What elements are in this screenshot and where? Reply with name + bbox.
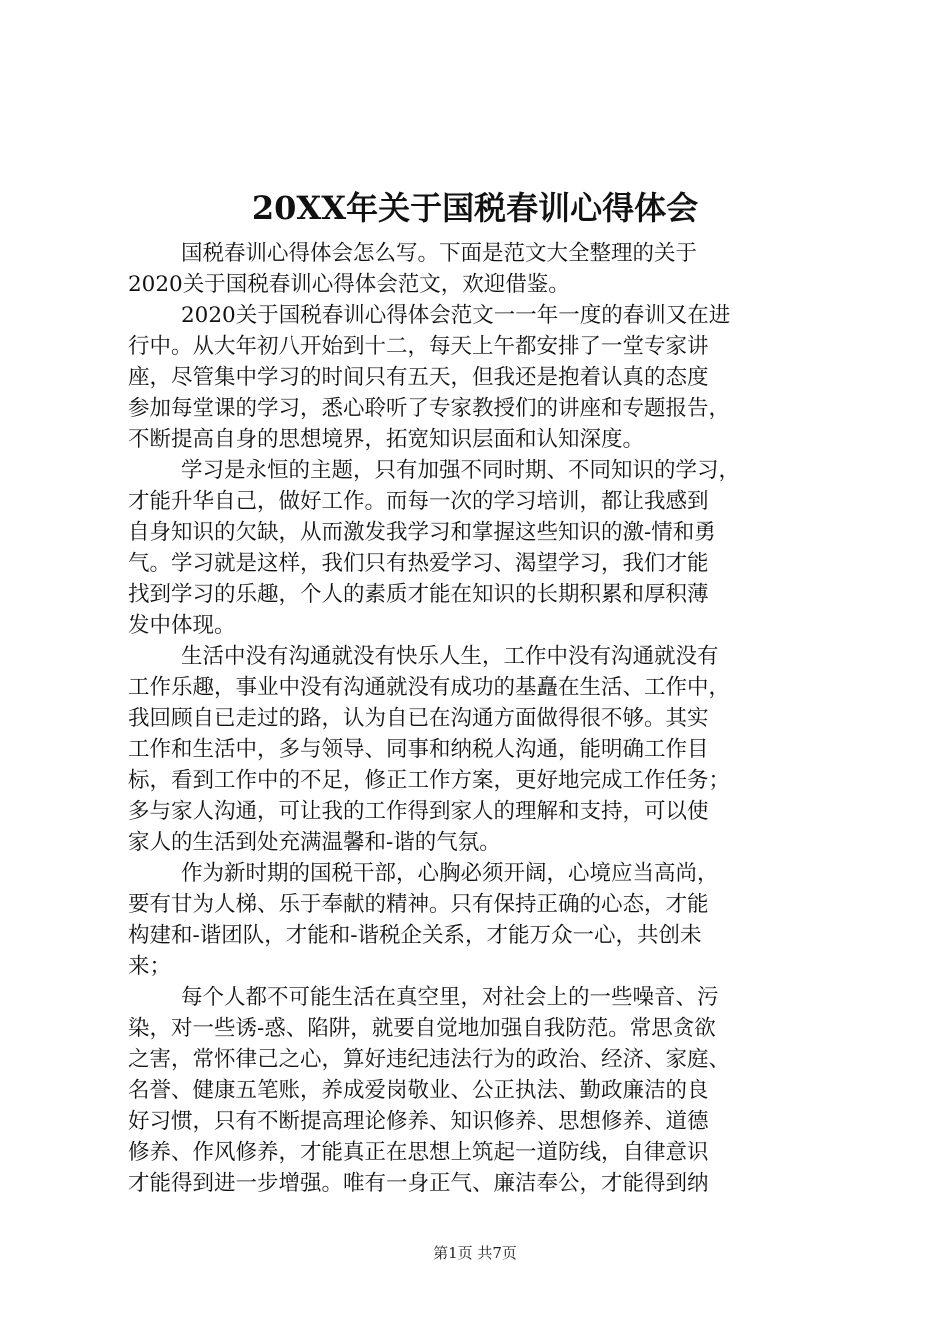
text-line: 2020关于国税春训心得体会范文一一年一度的春训又在进 [181,303,731,328]
document-body [128,238,828,1199]
text-line: 多与家人沟通，可让我的工作得到家人的理解和支持，可以使 [128,799,709,824]
text-line: 国税春训心得体会怎么写。下面是范文大全整理的关于 [181,241,698,266]
text-line: 不断提高自身的思想境界，拓宽知识层面和认知深度。 [128,427,645,452]
text-line: 染，对一些诱-惑、陷阱，就要自觉地加强自我防范。常思贪欲 [128,1016,716,1041]
text-line: 构建和-谐团队，才能和-谐税企关系，才能万众一心，共创未 [128,923,702,948]
text-line: 参加每堂课的学习，悉心聆听了专家教授们的讲座和专题报告， [128,396,731,421]
text-line: 名誉、健康五笔账，养成爱岗敬业、公正执法、勤政廉洁的良 [128,1078,709,1103]
text-line: 行中。从大年初八开始到十二，每天上午都安排了一堂专家讲 [128,334,709,359]
text-line: 气。学习就是这样，我们只有热爱学习、渴望学习，我们才能 [128,551,709,576]
text-line: 才能得到进一步增强。唯有一身正气、廉洁奉公，才能得到纳 [128,1171,709,1196]
text-line: 学习是永恒的主题，只有加强不同时期、不同知识的学习， [181,458,741,483]
text-line: 工作和生活中，多与领导、同事和纳税人沟通，能明确工作目 [128,737,709,762]
text-line: 要有甘为人梯、乐于奉献的精神。只有保持正确的心态，才能 [128,892,709,917]
text-line: 标，看到工作中的不足，修正工作方案，更好地完成工作任务； [128,768,731,793]
text-line: 发中体现。 [128,613,236,638]
text-line: 才能升华自己，做好工作。而每一次的学习培训，都让我感到 [128,489,709,514]
text-line: 好习惯，只有不断提高理论修养、知识修养、思想修养、道德 [128,1109,709,1134]
document-title: 20XX年关于国税春训心得体会 [251,189,699,227]
text-line: 修养、作风修养，才能真正在思想上筑起一道防线，自律意识 [128,1140,709,1165]
text-line: 来； [128,954,172,979]
page-number-footer: 第1页 共7页 [433,1244,517,1262]
text-line: 工作乐趣，事业中没有沟通就没有成功的基矗在生活、工作中， [128,675,731,700]
text-line: 2020关于国税春训心得体会范文，欢迎借鉴。 [128,272,570,297]
text-line: 我回顾自已走过的路，认为自已在沟通方面做得很不够。其实 [128,706,709,731]
text-line: 之害，常怀律己之心，算好违纪违法行为的政治、经济、家庭、 [128,1047,731,1072]
text-line: 作为新时期的国税干部，心胸必须开阔，心境应当高尚， [181,861,719,886]
text-line: 家人的生活到处充满温馨和-谐的气氛。 [128,830,501,855]
text-line: 每个人都不可能生活在真空里，对社会上的一些噪音、污 [181,985,719,1010]
text-line: 找到学习的乐趣，个人的素质才能在知识的长期积累和厚积薄 [128,582,709,607]
text-line: 座，尽管集中学习的时间只有五天，但我还是抱着认真的态度 [128,365,709,390]
text-line: 生活中没有沟通就没有快乐人生，工作中没有沟通就没有 [181,644,719,669]
text-line: 自身知识的欠缺，从而激发我学习和掌握这些知识的激-情和勇 [128,520,716,545]
